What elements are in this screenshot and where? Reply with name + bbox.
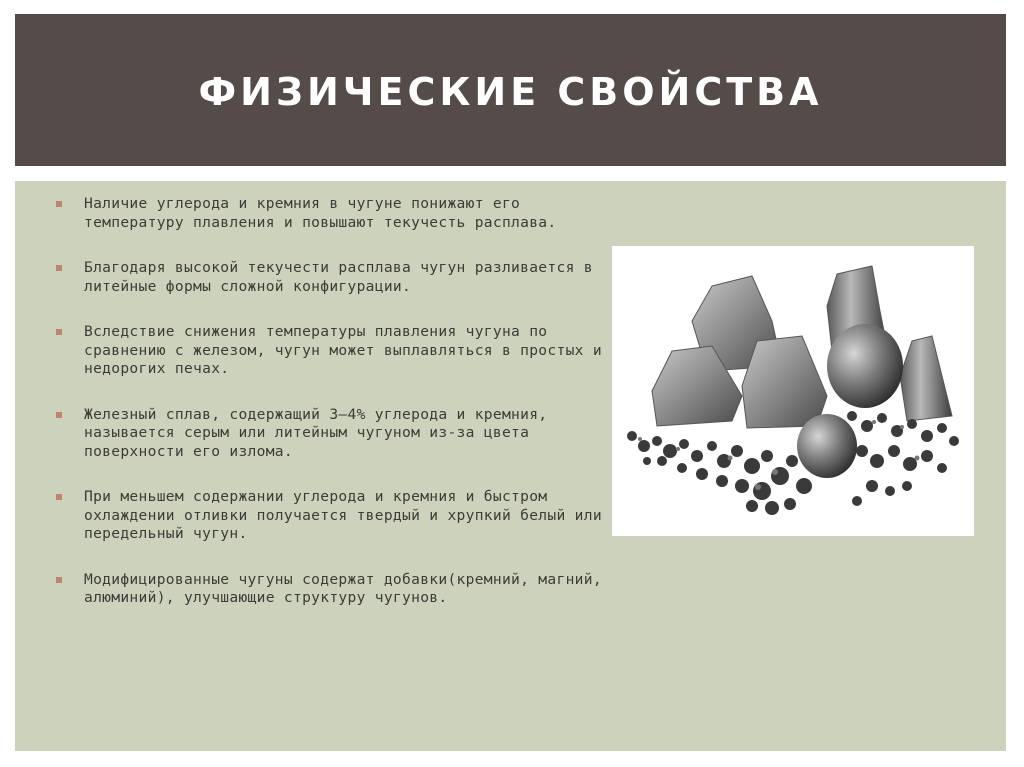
bullet-marker-icon: [56, 412, 62, 418]
bullet-item: [52, 259, 612, 296]
cast-iron-photo: [612, 246, 974, 536]
bullet-marker-icon: [56, 494, 62, 500]
bullet-text: Наличие углерода и кремния в чугуне понижают его температуру плавления и повышают текучесть расплава.: [84, 195, 557, 231]
bullet-item: [52, 488, 612, 544]
bullet-item: [52, 323, 612, 379]
bullet-item: [52, 195, 612, 232]
bullet-item: [52, 406, 612, 462]
title-bar: [15, 14, 1006, 166]
bullet-text: Вследствие снижения температуры плавления чугуна по сравнению с железом, чугун может выплавляться в простых и недорогих печах.: [84, 323, 602, 377]
bullet-list: [52, 195, 612, 635]
cast-iron-illustration: [612, 246, 974, 536]
bullet-marker-icon: [56, 265, 62, 271]
bullet-text: При меньшем содержании углерода и кремния и быстром охлаждении отливки получается твердый и хрупкий белый или передельный чугун.: [84, 488, 602, 542]
bullet-text: Железный сплав, содержащий 3–4% углерода и кремния, называется серым или литейным чугуном из-за цвета поверхности его излома.: [84, 405, 548, 460]
bullet-text: Благодаря высокой текучести расплава чугун разливается в литейные формы сложной конфигурации.: [84, 259, 593, 295]
bullet-marker-icon: [56, 201, 62, 207]
bullet-item: [52, 571, 612, 608]
bullet-marker-icon: [56, 329, 62, 335]
bullet-marker-icon: [56, 577, 62, 583]
bullet-text: Модифицированные чугуны содержат добавки(кремний, магний, алюминий), улучшающие структуру чугунов.: [84, 570, 602, 606]
slide-title: ФИЗИЧЕСКИЕ СВОЙСТВА: [198, 70, 823, 114]
